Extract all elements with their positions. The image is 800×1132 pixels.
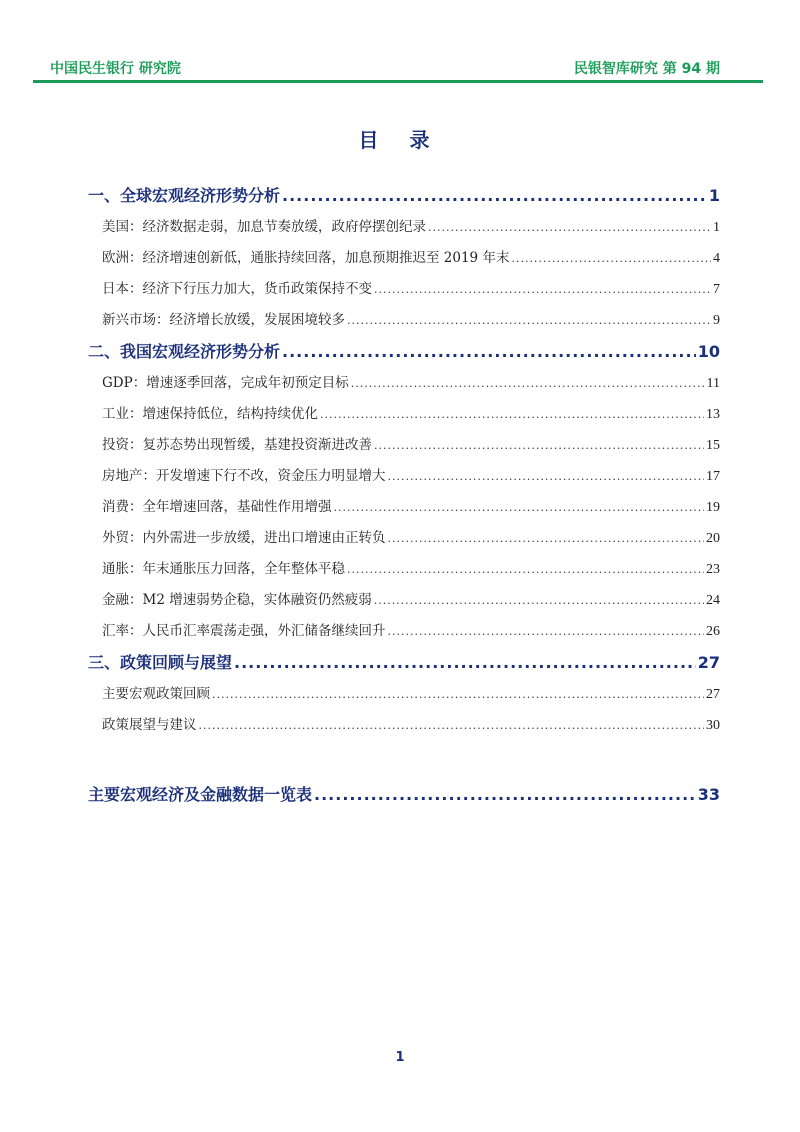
toc-item[interactable] [88, 274, 720, 305]
toc-page-number: 19 [706, 500, 720, 515]
toc-item-label: 美国：经济数据走弱，加息节奏放缓，政府停摆创纪录 [102, 219, 426, 235]
toc-item-label: 主要宏观政策回顾 [102, 686, 210, 702]
toc-item[interactable] [88, 616, 720, 647]
toc-item-label: 政策展望与建议 [102, 717, 197, 733]
toc-item-label: GDP：增速逐季回落，完成年初预定目标 [102, 375, 349, 391]
toc-page-number: 1 [713, 220, 720, 235]
toc-item-label: 工业：增速保持低位，结构持续优化 [102, 406, 318, 422]
toc-leader [347, 554, 704, 585]
toc-item-label: 消费：全年增速回落，基础性作用增强 [102, 499, 332, 515]
toc-leader [374, 274, 711, 305]
page-title: 目 录 [358, 128, 442, 152]
toc-item-label: 金融：M2 增速弱势企稳，实体融资仍然疲弱 [102, 592, 372, 608]
toc-leader [334, 492, 705, 523]
header-divider [33, 80, 763, 83]
toc-page-number: 11 [706, 376, 720, 391]
toc-item-label: 欧洲：经济增速创新低，通胀持续回落，加息预期推迟至 2019 年末 [102, 250, 510, 266]
toc-item[interactable] [88, 461, 720, 492]
toc-page-number: 17 [706, 469, 720, 484]
toc-item[interactable] [88, 585, 720, 616]
page-header [50, 54, 720, 82]
footer-page-number: 1 [395, 1050, 405, 1065]
toc-item-label: 汇率：人民币汇率震荡走强，外汇储备继续回升 [102, 623, 386, 639]
toc-leader [511, 243, 711, 274]
toc-item-label: 新兴市场：经济增长放缓，发展困境较多 [102, 312, 345, 328]
toc-page-number: 4 [713, 251, 720, 266]
toc-leader [234, 647, 696, 679]
toc-leader [320, 399, 704, 430]
toc-leader [347, 305, 711, 336]
toc-page-number: 27 [706, 687, 720, 702]
toc-item[interactable] [88, 212, 720, 243]
toc-item[interactable] [88, 710, 720, 741]
toc-page-number: 1 [708, 186, 720, 205]
toc-page-number: 10 [697, 342, 720, 361]
toc-item-label: 日本：经济下行压力加大，货币政策保持不变 [102, 281, 372, 297]
toc-page-number: 27 [697, 653, 720, 672]
toc-leader [388, 461, 705, 492]
toc-page-number: 24 [706, 593, 720, 608]
toc-leader [388, 616, 705, 647]
toc-leader [428, 212, 711, 243]
header-publication: 民银智库研究 第 94 期 [573, 61, 720, 77]
toc-page-number: 15 [706, 438, 720, 453]
table-of-contents [88, 180, 720, 811]
toc-leader [388, 523, 705, 554]
toc-section-label: 主要宏观经济及金融数据一览表 [88, 785, 313, 804]
toc-item-label: 投资：复苏态势出现暂缓，基建投资渐进改善 [102, 437, 372, 453]
toc-item[interactable] [88, 430, 720, 461]
toc-page-number: 9 [713, 313, 720, 328]
toc-appendix[interactable] [88, 779, 720, 811]
toc-section-3[interactable] [88, 647, 720, 679]
toc-leader [374, 585, 704, 616]
toc-item-label: 外贸：内外需进一步放缓，进出口增速由正转负 [102, 530, 386, 546]
toc-item[interactable] [88, 368, 720, 399]
toc-leader [282, 336, 696, 368]
toc-page-number: 33 [697, 785, 720, 804]
toc-item[interactable] [88, 679, 720, 710]
toc-item-label: 通胀：年末通胀压力回落，全年整体平稳 [102, 561, 345, 577]
toc-leader [212, 679, 704, 710]
toc-item[interactable] [88, 492, 720, 523]
toc-item[interactable] [88, 305, 720, 336]
toc-item[interactable] [88, 523, 720, 554]
toc-section-2[interactable] [88, 336, 720, 368]
toc-section-label: 二、我国宏观经济形势分析 [88, 342, 281, 361]
toc-page-number: 13 [706, 407, 720, 422]
header-org-name: 中国民生银行 研究院 [50, 61, 181, 77]
toc-section-label: 三、政策回顾与展望 [88, 653, 233, 672]
toc-page-number: 23 [706, 562, 720, 577]
toc-leader [282, 180, 707, 212]
toc-section-label: 一、全球宏观经济形势分析 [88, 186, 281, 205]
toc-leader [199, 710, 705, 741]
toc-leader [351, 368, 705, 399]
toc-page-number: 7 [713, 282, 720, 297]
toc-leader [374, 430, 704, 461]
toc-item[interactable] [88, 554, 720, 585]
toc-item-label: 房地产：开发增速下行不改，资金压力明显增大 [102, 468, 386, 484]
toc-page-number: 20 [706, 531, 720, 546]
toc-item[interactable] [88, 399, 720, 430]
toc-page-number: 26 [706, 624, 720, 639]
toc-section-1[interactable] [88, 180, 720, 212]
toc-leader [314, 779, 696, 811]
toc-item[interactable] [88, 243, 720, 274]
toc-page-number: 30 [706, 718, 720, 733]
